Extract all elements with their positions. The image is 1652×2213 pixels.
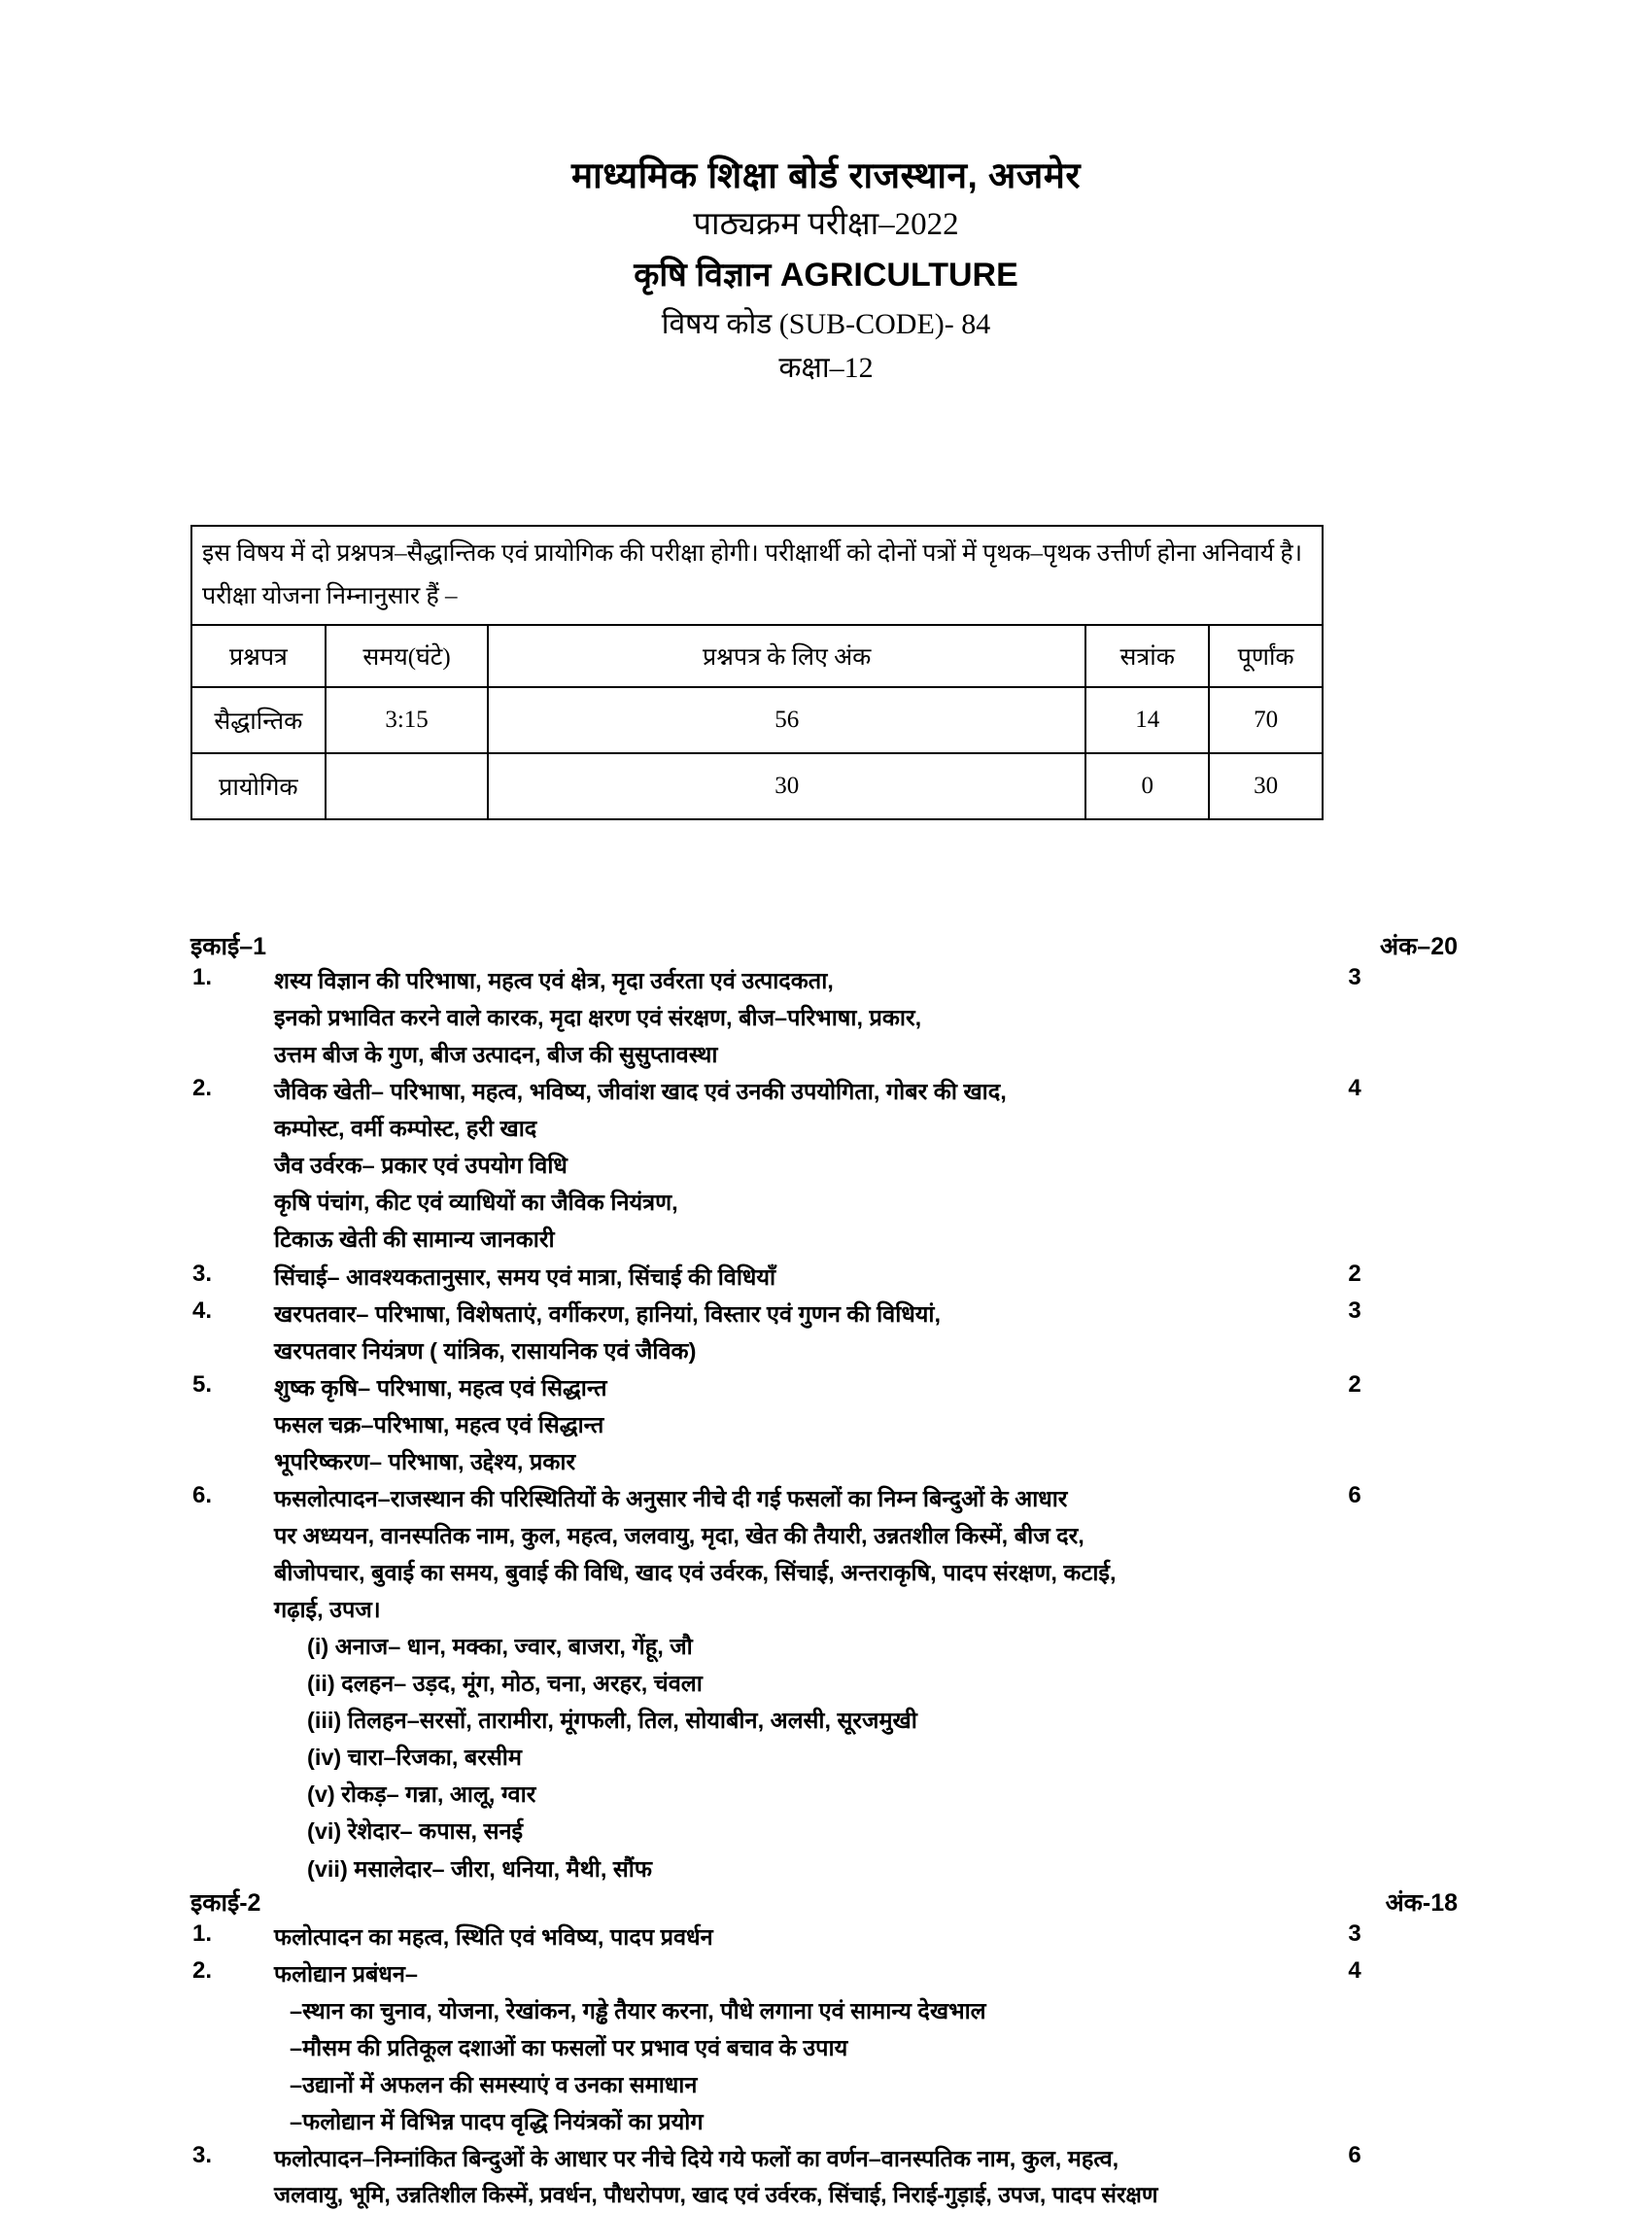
board-name: माध्यमिक शिक्षा बोर्ड राजस्थान, अजमेर [570,156,1082,195]
cell-paper-practical: प्रायोगिक [191,753,326,819]
item-body [274,1073,1337,1258]
item-line: (iv) चारा–रिजका, बरसीम [307,1745,522,1771]
item-body [274,962,1337,1073]
column-header-sessional: सत्रांक [1085,625,1209,687]
item-number: 3. [192,1260,213,1287]
item-line: उत्तम बीज के गुण, बीज उत्पादन, बीज की सुसुप्तावस्था [274,1042,718,1068]
cell-time-theory: 3:15 [326,687,488,753]
item-marks: 2 [1348,1260,1361,1287]
item-number: 5. [192,1370,213,1398]
item-line: (iii) तिलहन–सरसों, तारामीरा, मूंगफली, तिल, सोयाबीन, अलसी, सूरजमुखी [307,1708,917,1734]
item-line: जैव उर्वरक– प्रकार एवं उपयोग विधि [274,1153,568,1179]
item-line: बीजोपचार, बुवाई का समय, बुवाई की विधि, खाद एवं उर्वरक, सिंचाई, अन्तराकृषि, पादप संरक्षण, कटाई, [274,1560,1117,1585]
item-marks: 6 [1348,1481,1361,1508]
item-number: 2. [192,1956,213,1984]
item-marks: 4 [1348,1075,1361,1102]
scheme-note-row [191,526,1323,625]
column-header-paper-marks: प्रश्नपत्र के लिए अंक [488,625,1085,687]
unit-label: इकाई-2 [190,1888,261,1917]
item-number: 1. [192,1919,213,1947]
syllabus-item [190,1259,1463,1296]
item-line: पर अध्ययन, वानस्पतिक नाम, कुल, महत्व, जलवायु, मृदा, खेत की तैयारी, उन्नतशील किस्में, बीज दर, [274,1522,1084,1548]
unit-heading [190,931,1463,962]
syllabus-item [190,1919,1463,1955]
exam-title: पाठ्यक्रम परीक्षा–2022 [693,207,959,243]
item-line: इनको प्रभावित करने वाले कारक, मृदा क्षरण एवं संरक्षण, बीज–परिभाषा, प्रकार, [274,1005,922,1031]
cell-marks-practical: 30 [488,753,1085,819]
syllabus-item [190,2140,1463,2213]
item-number: 3. [192,2141,213,2168]
syllabus-item [190,1369,1463,1480]
item-number: 1. [192,964,213,990]
item-line: सिंचाई– आवश्यकतानुसार, समय एवं मात्रा, सिंचाई की विधियाँ [274,1263,776,1290]
column-header-paper: प्रश्नपत्र [191,625,326,687]
item-line: गढ़ाई, उपज। [274,1597,381,1623]
syllabus-item [190,1480,1463,1887]
cell-paper-theory: सैद्धान्तिक [191,687,326,753]
item-line: कम्पोस्ट, वर्मी कम्पोस्ट, हरी खाद [274,1116,537,1142]
item-line: –उद्यानों में अफलन की समस्याएं व उनका समाधान [290,2071,698,2097]
syllabus-item [190,1296,1463,1369]
item-line: खरपतवार– परिभाषा, विशेषताएं, वर्गीकरण, हानियां, विस्तार एवं गुणन की विधियां, [274,1300,942,1327]
item-marks: 4 [1348,1956,1361,1984]
table-row [191,687,1323,753]
cell-time-practical [326,753,488,819]
item-body [274,2140,1337,2213]
item-line: फलोद्यान प्रबंधन– [274,1960,418,1987]
item-line: (v) रोकड़– गन्ना, आलू, ग्वार [307,1781,536,1808]
item-line: शुष्क कृषि– परिभाषा, महत्व एवं सिद्धान्त [274,1374,607,1400]
cell-sessional-practical: 0 [1085,753,1209,819]
syllabus-content [190,931,1463,2213]
item-line: जैविक खेती– परिभाषा, महत्व, भविष्य, जीवांश खाद एवं उनकी उपयोगिता, गोबर की खाद, [274,1079,1007,1105]
cell-marks-theory: 56 [488,687,1085,753]
item-number: 4. [192,1297,213,1324]
column-header-total: पूर्णांक [1209,625,1323,687]
item-line: –स्थान का चुनाव, योजना, रेखांकन, गड्ढे तैयार करना, पौधे लगाना एवं सामान्य देखभाल [290,1997,986,2023]
item-line: (ii) दलहन– उड़द, मूंग, मोठ, चना, अरहर, चंवला [307,1671,703,1697]
item-line: खरपतवार नियंत्रण ( यांत्रिक, रासायनिक एवं जैविक) [274,1337,697,1364]
item-marks: 6 [1348,2141,1361,2168]
item-line: फसल चक्र–परिभाषा, महत्व एवं सिद्धान्त [274,1411,604,1437]
scheme-header-row [191,625,1323,687]
item-line: जलवायु, भूमि, उन्नतिशील किस्में, प्रवर्धन, पौधरोपण, खाद एवं उर्वरक, सिंचाई, निराई-गुड़ाई, उपज, पादप संरक्षण [274,2182,1158,2207]
syllabus-item [190,962,1463,1073]
item-line: फसलोत्पादन–राजस्थान की परिस्थितियों के अनुसार नीचे दी गई फसलों का निम्न बिन्दुओं के आधार [274,1485,1068,1511]
item-marks: 2 [1348,1370,1361,1398]
table-row [191,753,1323,819]
scheme-note: इस विषय में दो प्रश्नपत्र–सैद्धान्तिक एवं प्रायोगिक की परीक्षा होगी। परीक्षार्थी को दोनों पत्रों में पृथक–पृथक उत्तीर्ण होना अनिवार्य है। परीक्षा योजना निम्नानुसार हैं – [191,526,1323,625]
syllabus-item [190,1073,1463,1258]
item-line: (vi) रेशेदार– कपास, सनई [307,1818,524,1845]
unit-label: इकाई–1 [190,933,267,960]
unit-heading [190,1887,1463,1919]
class-level: कक्षा–12 [778,352,874,385]
cell-total-practical: 30 [1209,753,1323,819]
item-body [274,1919,1337,1955]
document-header [0,154,1652,390]
syllabus-item [190,1955,1463,2140]
item-line: (vii) मसालेदार– जीरा, धनिया, मैथी, सौंफ [307,1855,652,1882]
item-body [274,1296,1337,1369]
item-body [274,1480,1337,1887]
item-line: –मौसम की प्रतिकूल दशाओं का फसलों पर प्रभाव एवं बचाव के उपाय [290,2034,848,2060]
item-line: शस्य विज्ञान की परिभाषा, महत्व एवं क्षेत्र, मृदा उर्वरता एवं उत्पादकता, [274,968,834,993]
subject-title: कृषि विज्ञान AGRICULTURE [634,257,1018,294]
item-marks: 3 [1348,964,1361,990]
cell-sessional-theory: 14 [1085,687,1209,753]
item-line: फलोत्पादन–निम्नांकित बिन्दुओं के आधार पर नीचे दिये गये फलों का वर्णन–वानस्पतिक नाम, कुल, महत्व, [274,2145,1119,2171]
unit-marks: अंक-18 [1385,1888,1458,1917]
item-number: 6. [192,1481,213,1508]
unit-marks: अंक–20 [1379,933,1458,960]
column-header-time: समय(घंटे) [326,625,488,687]
subject-code: विषय कोड (SUB-CODE)- 84 [661,307,991,340]
exam-scheme-table [190,525,1324,820]
item-body [274,1955,1337,2140]
item-line: –फलोद्यान में विभिन्न पादप वृद्धि नियंत्रकों का प्रयोग [290,2108,704,2134]
item-line: फलोत्पादन का महत्व, स्थिति एवं भविष्य, पादप प्रवर्धन [274,1923,713,1950]
item-line: कृषि पंचांग, कीट एवं व्याधियों का जैविक नियंत्रण, [274,1190,678,1216]
item-line: (i) अनाज– धान, मक्का, ज्वार, बाजरा, गेंहू, जौ [307,1634,693,1660]
item-line: टिकाऊ खेती की सामान्य जानकारी [274,1227,555,1253]
item-number: 2. [192,1075,213,1102]
item-marks: 3 [1348,1919,1361,1947]
item-body [274,1259,1337,1296]
item-line: भूपरिष्करण– परिभाषा, उद्देश्य, प्रकार [274,1448,576,1474]
item-body [274,1369,1337,1480]
cell-total-theory: 70 [1209,687,1323,753]
item-marks: 3 [1348,1297,1361,1324]
